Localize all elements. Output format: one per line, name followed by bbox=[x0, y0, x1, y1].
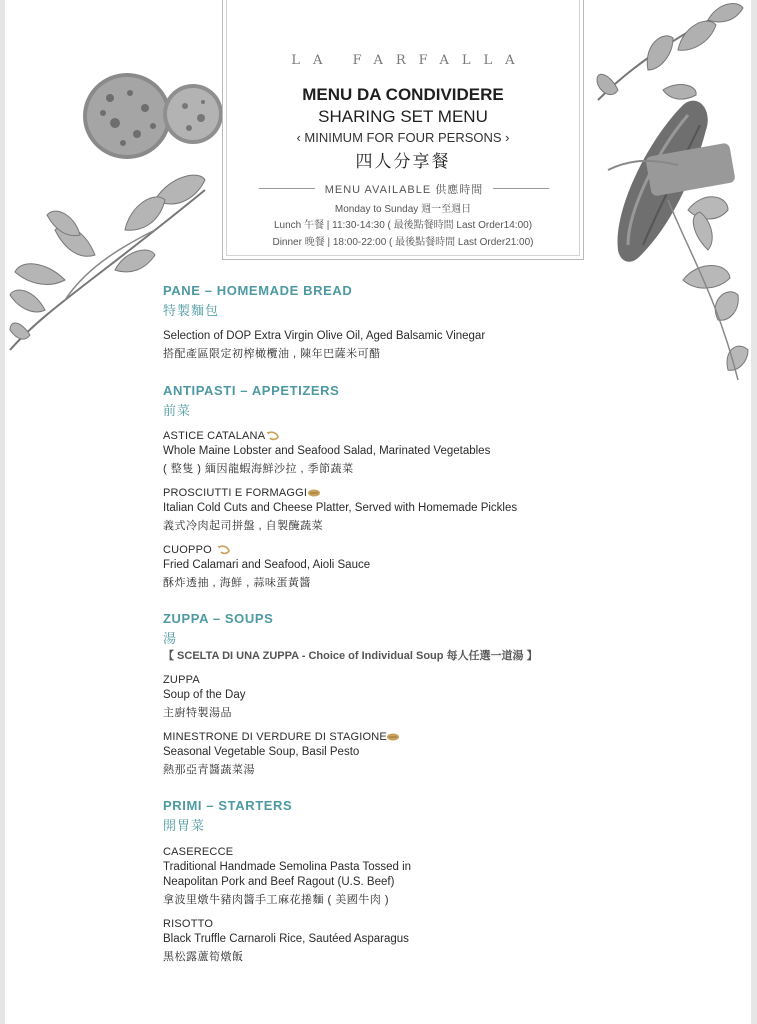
zucchini-illustration bbox=[588, 0, 751, 380]
dish-description: Fried Calamari and Seafood, Aioli Sauce bbox=[163, 559, 371, 571]
dish-description: Whole Maine Lobster and Seafood Salad, Marinated Vegetables bbox=[163, 445, 491, 457]
shrimp-icon bbox=[217, 545, 231, 555]
nut-icon bbox=[307, 488, 321, 498]
section-title-antipasti-zh: 前菜 bbox=[163, 404, 192, 419]
dish-description: Italian Cold Cuts and Cheese Platter, Served with Homemade Pickles bbox=[163, 502, 518, 514]
leaf-branch-left-illustration bbox=[5, 160, 215, 355]
dish-description-zh: 酥炸透抽 , 海鮮 , 蒜味蛋黃醬 bbox=[163, 577, 311, 589]
dish-description-zh: 熱那亞青醬蔬菜湯 bbox=[163, 764, 255, 776]
section-title-zuppa: ZUPPA – SOUPS bbox=[163, 611, 274, 626]
menu-header-card bbox=[222, 0, 584, 260]
dish-description-zh: 義式冷肉起司拼盤 , 自製醃蔬菜 bbox=[163, 520, 324, 532]
section-title-antipasti: ANTIPASTI – APPETIZERS bbox=[163, 383, 340, 398]
dish-description-zh: ( 整隻 ) 緬因龍蝦海鮮沙拉 , 季節蔬菜 bbox=[163, 463, 354, 475]
dish-description: Black Truffle Carnaroli Rice, Sautéed Asparagus bbox=[163, 933, 409, 945]
soup-choice-note: 【 SCELTA DI UNA ZUPPA - Choice of Individual Soup 每人任選一道湯 】 bbox=[163, 650, 538, 662]
truffle-illustration bbox=[75, 68, 225, 168]
availability-label: MENU AVAILABLE 供應時間 bbox=[324, 184, 484, 196]
availability-row bbox=[259, 181, 549, 195]
section-title-primi-zh: 開胃菜 bbox=[163, 819, 206, 834]
pane-description-zh: 搭配產區限定初榨橄欖油 , 陳年巴薩米可醋 bbox=[163, 348, 381, 360]
dish-description-zh: 主廚特製湯品 bbox=[163, 707, 232, 719]
dish-description-zh: 拿波里燉牛豬肉醬手工麻花捲麵 ( 美國牛肉 ) bbox=[163, 894, 389, 906]
dish-description-zh: 黑松露蘆筍燉飯 bbox=[163, 951, 244, 963]
menu-title-chinese: 四人分享餐 bbox=[355, 152, 451, 172]
dish-description: Neapolitan Pork and Beef Ragout (U.S. Beef) bbox=[163, 876, 395, 888]
dish-description: Traditional Handmade Semolina Pasta Tossed in bbox=[163, 861, 412, 873]
section-title-primi: PRIMI – STARTERS bbox=[163, 798, 293, 813]
menu-title-english: SHARING SET MENU bbox=[318, 107, 488, 126]
available-days: Monday to Sunday 週一至週日 bbox=[334, 204, 472, 215]
section-title-pane: PANE – HOMEMADE BREAD bbox=[163, 283, 353, 298]
nut-icon bbox=[386, 732, 400, 742]
dish-name: ZUPPA bbox=[163, 674, 200, 686]
dish-name: PROSCIUTTI E FORMAGGI bbox=[163, 487, 308, 499]
lunch-hours: Lunch 午餐 | 11:30-14:30 ( 最後點餐時間 Last Order14:00) bbox=[273, 220, 533, 231]
page-edge-left bbox=[0, 0, 5, 1024]
dish-name: CASERECCE bbox=[163, 846, 234, 858]
dish-description: Seasonal Vegetable Soup, Basil Pesto bbox=[163, 746, 360, 758]
restaurant-brand: LA FARFALLA bbox=[291, 53, 528, 68]
dinner-hours: Dinner 晚餐 | 18:00-22:00 ( 最後點餐時間 Last Order21:00) bbox=[272, 237, 534, 248]
dish-description: Soup of the Day bbox=[163, 689, 246, 701]
dish-name: ASTICE CATALANA bbox=[163, 430, 266, 442]
shrimp-icon bbox=[266, 431, 280, 441]
dish-name: MINESTRONE DI VERDURE DI STAGIONE bbox=[163, 731, 387, 743]
menu-title-italian: MENU DA CONDIVIDERE bbox=[302, 85, 504, 104]
dish-name: CUOPPO bbox=[163, 544, 212, 556]
menu-minimum-persons: ‹ MINIMUM FOR FOUR PERSONS › bbox=[296, 130, 510, 145]
dish-name: RISOTTO bbox=[163, 918, 214, 930]
pane-description: Selection of DOP Extra Virgin Olive Oil, Aged Balsamic Vinegar bbox=[163, 330, 486, 342]
divider-line bbox=[493, 188, 549, 189]
section-title-pane-zh: 特製麵包 bbox=[163, 304, 220, 319]
section-title-zuppa-zh: 湯 bbox=[163, 632, 178, 647]
page-edge-right bbox=[751, 0, 757, 1024]
